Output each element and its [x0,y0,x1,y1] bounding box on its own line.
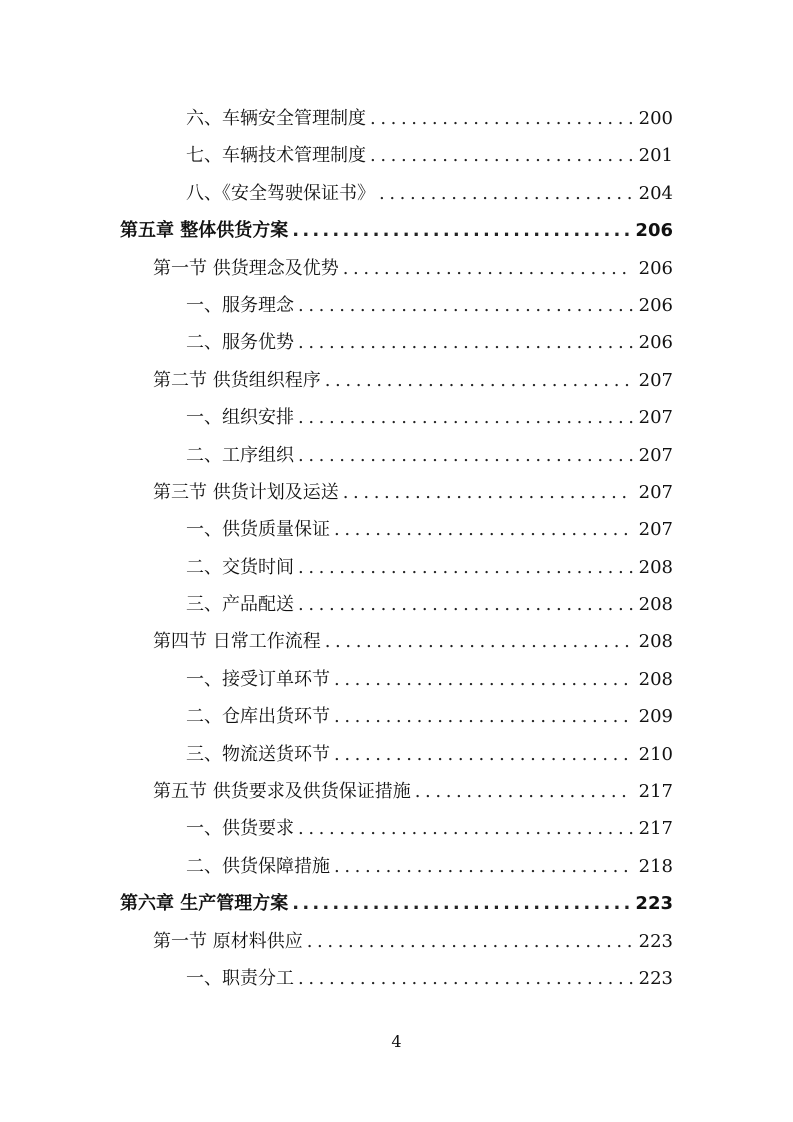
toc-entry-page: 210 [638,743,673,765]
toc-entry-page: 207 [638,369,673,391]
dot-leader [343,474,633,511]
toc-subsection-entry[interactable] [120,137,673,174]
toc-subsection-entry[interactable] [120,810,673,847]
toc-section-entry[interactable] [120,923,673,960]
toc-subsection-entry[interactable] [120,549,673,586]
toc-subsection-entry[interactable] [120,287,673,324]
toc-subsection-entry[interactable] [120,175,673,212]
toc-entry-title: 第六章 生产管理方案 [120,893,289,915]
dot-leader [415,773,633,810]
toc-entry-title: 二、供货保障措施 [186,855,330,877]
toc-subsection-entry[interactable] [120,100,673,137]
dot-leader [334,661,633,698]
toc-entry-page: 223 [635,893,673,915]
dot-leader [370,100,633,137]
toc-entry-page: 218 [638,855,673,877]
toc-entry-title: 七、车辆技术管理制度 [186,145,366,167]
toc-subsection-entry[interactable] [120,661,673,698]
toc-entry-title: 第五章 整体供货方案 [120,220,289,242]
toc-entry-page: 207 [638,519,673,541]
toc-entry-page: 207 [638,444,673,466]
page-number: 4 [391,1032,402,1051]
dot-leader [292,212,629,249]
toc-subsection-entry[interactable] [120,437,673,474]
dot-leader [334,698,633,735]
toc-section-entry[interactable] [120,474,673,511]
dot-leader [307,923,633,960]
table-of-contents [120,100,673,997]
toc-subsection-entry[interactable] [120,960,673,997]
dot-leader [298,586,633,623]
dot-leader [370,137,633,174]
toc-entry-title: 二、工序组织 [186,444,294,466]
toc-entry-page: 206 [638,294,673,316]
dot-leader [325,362,633,399]
toc-subsection-entry[interactable] [120,698,673,735]
toc-entry-title: 一、组织安排 [186,407,294,429]
dot-leader [298,324,633,361]
toc-entry-page: 208 [638,556,673,578]
toc-entry-page: 209 [638,706,673,728]
toc-entry-title: 六、车辆安全管理制度 [186,108,366,129]
toc-entry-page: 204 [638,182,673,204]
toc-section-entry[interactable] [120,623,673,660]
dot-leader [334,736,633,773]
toc-chapter-entry[interactable] [120,212,673,249]
dot-leader [298,437,633,474]
toc-entry-page: 208 [638,631,673,653]
toc-subsection-entry[interactable] [120,736,673,773]
toc-entry-title: 八、《安全驾驶保证书》 [186,182,375,204]
toc-entry-title: 三、产品配送 [186,594,294,616]
toc-subsection-entry[interactable] [120,399,673,436]
toc-entry-title: 第三节 供货计划及运送 [153,481,339,503]
toc-entry-page: 223 [638,967,673,989]
toc-entry-page: 217 [638,818,673,840]
dot-leader [334,511,633,548]
toc-subsection-entry[interactable] [120,848,673,885]
toc-entry-page: 201 [638,145,673,167]
toc-entry-title: 第四节 日常工作流程 [153,631,321,653]
toc-section-entry[interactable] [120,773,673,810]
toc-entry-title: 一、供货要求 [186,818,294,840]
dot-leader [298,960,633,997]
toc-entry-page: 208 [638,594,673,616]
toc-subsection-entry[interactable] [120,586,673,623]
dot-leader [379,175,633,212]
toc-entry-page: 217 [638,781,673,803]
toc-entry-page: 207 [638,407,673,429]
toc-entry-page: 207 [638,481,673,503]
toc-entry-title: 二、交货时间 [186,556,294,578]
toc-entry-page: 206 [635,220,673,242]
toc-entry-title: 一、接受订单环节 [186,668,330,690]
toc-entry-page: 200 [638,108,673,129]
toc-entry-title: 三、物流送货环节 [186,743,330,765]
toc-entry-title: 一、供货质量保证 [186,519,330,541]
dot-leader [298,549,633,586]
dot-leader [298,399,633,436]
toc-entry-title: 一、职责分工 [186,967,294,989]
toc-section-entry[interactable] [120,250,673,287]
dot-leader [334,848,633,885]
toc-subsection-entry[interactable] [120,511,673,548]
toc-section-entry[interactable] [120,362,673,399]
dot-leader [292,885,629,922]
toc-entry-page: 206 [638,257,673,279]
toc-entry-title: 一、服务理念 [186,294,294,316]
toc-entry-title: 第五节 供货要求及供货保证措施 [153,781,411,803]
dot-leader [325,623,633,660]
toc-entry-title: 第一节 原材料供应 [153,930,303,952]
toc-entry-page: 223 [638,930,673,952]
toc-entry-page: 208 [638,668,673,690]
toc-entry-title: 二、仓库出货环节 [186,706,330,728]
toc-chapter-entry[interactable] [120,885,673,922]
dot-leader [298,810,633,847]
toc-subsection-entry[interactable] [120,324,673,361]
toc-entry-title: 第二节 供货组织程序 [153,369,321,391]
toc-entry-title: 第一节 供货理念及优势 [153,257,339,279]
toc-entry-page: 206 [638,332,673,354]
toc-entry-title: 二、服务优势 [186,332,294,354]
dot-leader [298,287,633,324]
dot-leader [343,250,633,287]
